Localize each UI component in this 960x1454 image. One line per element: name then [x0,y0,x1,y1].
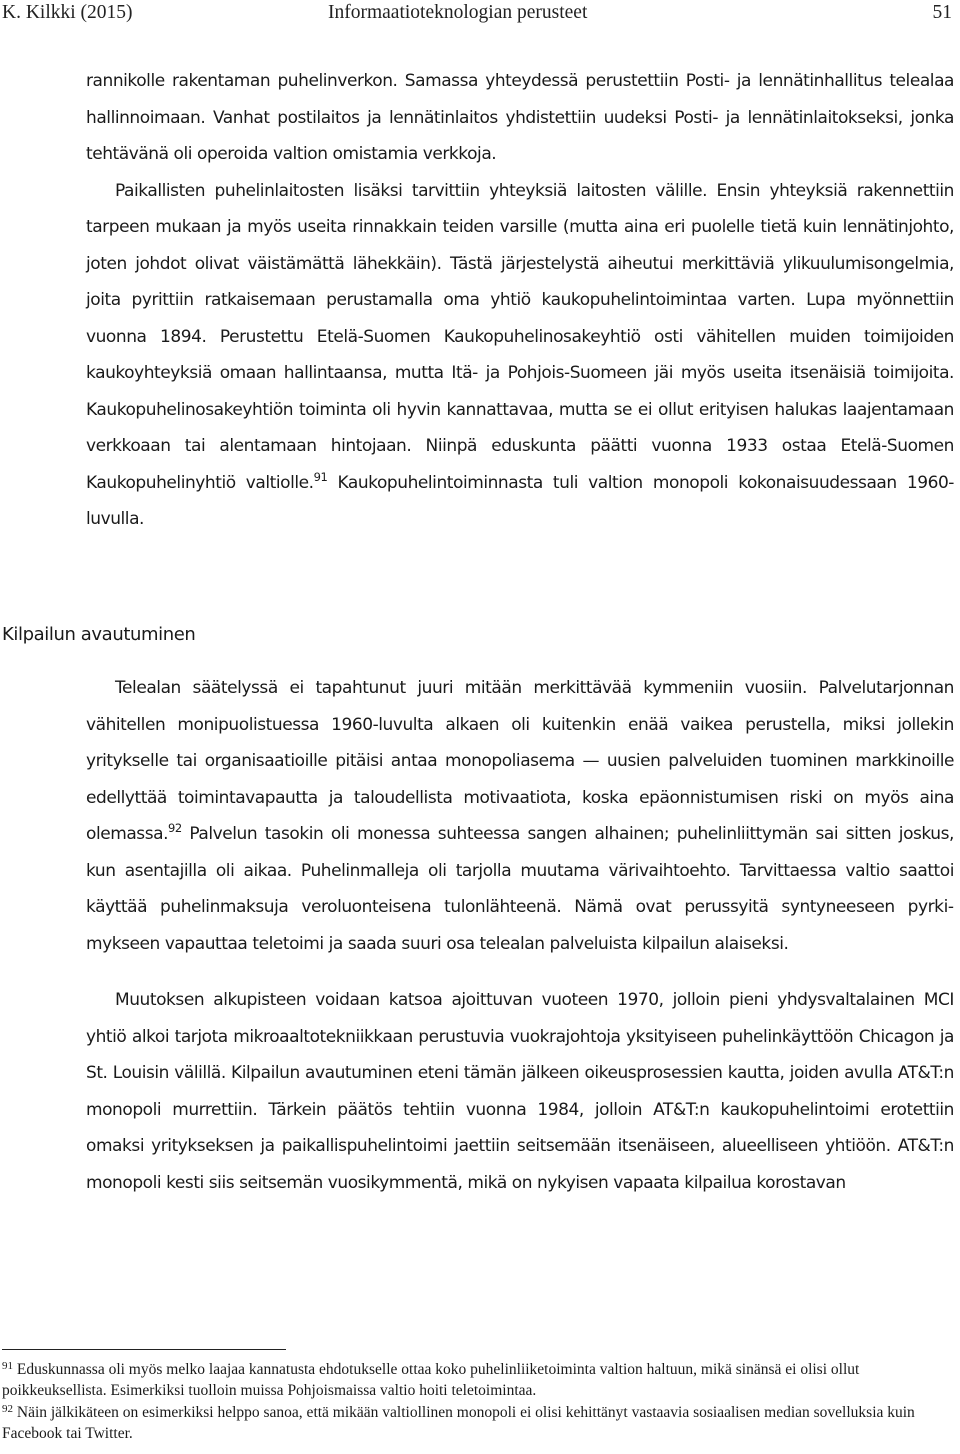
paragraph-2-text: Paikallisten puhelinlaitosten lisäksi tarvittiin yhteyksiä laitosten välille. Ensin yhteyksiä rakennettiin tarpeen mukaan ja myös useita rinnakkain teiden varsille (mutta aina eri puolelle tietä kuin lennätinjohto, joten johdot olivat väistämättä lähekkäin). Tästä järjestelystä aiheutui merkittäviä ylikuulumisongelmia, joita pyrittiin ratkaisemaan perustamalla oma yhtiö kaukopuhelintoimintaa varten. Lupa myönnettiin vuonna 1894. Perustettu Etelä-Suomen Kaukopuhelinosakeyhtiö osti vähitellen muiden toimijoiden kaukoyhteyksiä omaan hallintaansa, mutta Itä- ja Pohjois-Suomeen jäi myös useita itsenäisiä toimijoita. Kaukopuhelinosakeyhtiön toiminta oli hyvin kannattavaa, mutta se ei ollut erityisen halukas laajentamaan verkkoaan tai alentamaan hintojaan. Niinpä eduskunta päätti vuonna 1933 ostaa Etelä-Suomen Kaukopuhelinyhtiö valtiolle. [86,180,954,493]
footnote-divider [2,1349,286,1350]
body-text-block-1 [86,63,954,538]
header-title: Informaatioteknologian perusteet [328,2,588,23]
paragraph-3 [86,670,954,962]
footnote-ref-92: 92 [168,821,182,835]
page-number: 51 [932,2,952,23]
paragraph-4: Muutoksen alkupisteen voidaan katsoa ajoittuvan vuoteen 1970, jolloin pieni yhdysvaltalainen MCI yhtiö alkoi tarjota mikroaaltotekniikkaan perustuvia vuokrajohtoja yksityiseen puhelinkäyttöön Chicagon ja St. Louisin välillä. Kilpailun avautuminen eteni tämän jälkeen oikeusprosessien kautta, joiden avulla AT&T:n monopoli murrettiin. Tärkein päätös tehtiin vuonna 1984, jolloin AT&T:n kaukopuhelintoimi erotettiin omaksi yritykseksen ja paikallispuhelintoimi jaettiin seitsemään itsenäiseen, alueelliseen yhtiöön. AT&T:n monopoli kesti siis seitsemän vuosikymmentä, mikä on nykyisen vapaata kilpailua korostavan [86,990,954,1193]
paragraph-2 [86,173,954,538]
paragraph-1: rannikolle rakentaman puhelinverkon. Samassa yhteydessä perustettiin Posti- ja lennätinhallitus telealaa hallinnoimaan. Vanhat postilaitos ja lennätinlaitos yhdistettiin uudeksi Posti- ja lennätinlaitokseksi, jonka tehtävänä oli operoida valtion omistamia verkkoja. [86,71,954,164]
footnote-number: 91 [2,1360,13,1372]
paragraph-3-text: Telealan säätelyssä ei tapahtunut juuri mitään merkittävää kymmeniin vuosiin. Palvelutarjonnan vähitellen monipuolistuessa 1960-luvulta alkaen oli kuitenkin enää vaikea perustella, miksi jollekin yritykselle tai organisaatioille pitäisi antaa monopoliasema — uusien palveluiden tuominen markkinoille edellyttää toimintavapautta ja taloudellista motivaatiota, koska epäonnistumisen riski on myös aina olemassa. [86,678,954,844]
footnote-92 [2,1403,952,1444]
footnote-91 [2,1360,952,1401]
footnotes [2,1360,952,1446]
section-heading: Kilpailun avautuminen [2,624,196,645]
footnote-ref-91: 91 [313,469,328,484]
running-header [0,0,960,26]
paragraph-2-text-end: Kaukopuhelintoiminnasta tuli valtion monopoli kokonaisuudessaan 1960-luvulla. [86,472,954,529]
footnote-text: Eduskunnassa oli myös melko laajaa kannatusta ehdotukselle ottaa koko puhelinliiketoiminta valtion haltuun, mikä sinänsä ei olisi ollut poikkeuksellista. Esimerkiksi tuolloin muissa Pohjoismaissa valtio hoiti teletoimintaa. [2,1361,860,1399]
paragraph-3-text-end: Palvelun tasokin oli monessa suhteessa sangen alhainen; puhelinliittymän sai sitten joskus, kun asentajilla oli aikaa. Puhelinmalleja oli tarjolla muutama värivaihtoehto. Tarvittaessa valtio saattoi käyttää puhelinmaksuja veroluonteisena tulonlähteenä. Nämä ovat perussyitä syntyneeseen pyrkimykseen vapauttaa teletoimi ja saada suuri osa telealan palveluista kilpailun alaiseksi. [86,824,954,954]
header-author: K. Kilkki (2015) [2,2,133,23]
footnote-text: Näin jälkikäteen on esimerkiksi helppo sanoa, että mikään valtiollinen monopoli ei olisi kehittänyt vastaavia sosiaalisen median sovelluksia kuin Facebook tai Twitter. [2,1404,915,1442]
footnote-number: 92 [2,1403,13,1415]
body-text-block-2 [86,670,954,1201]
